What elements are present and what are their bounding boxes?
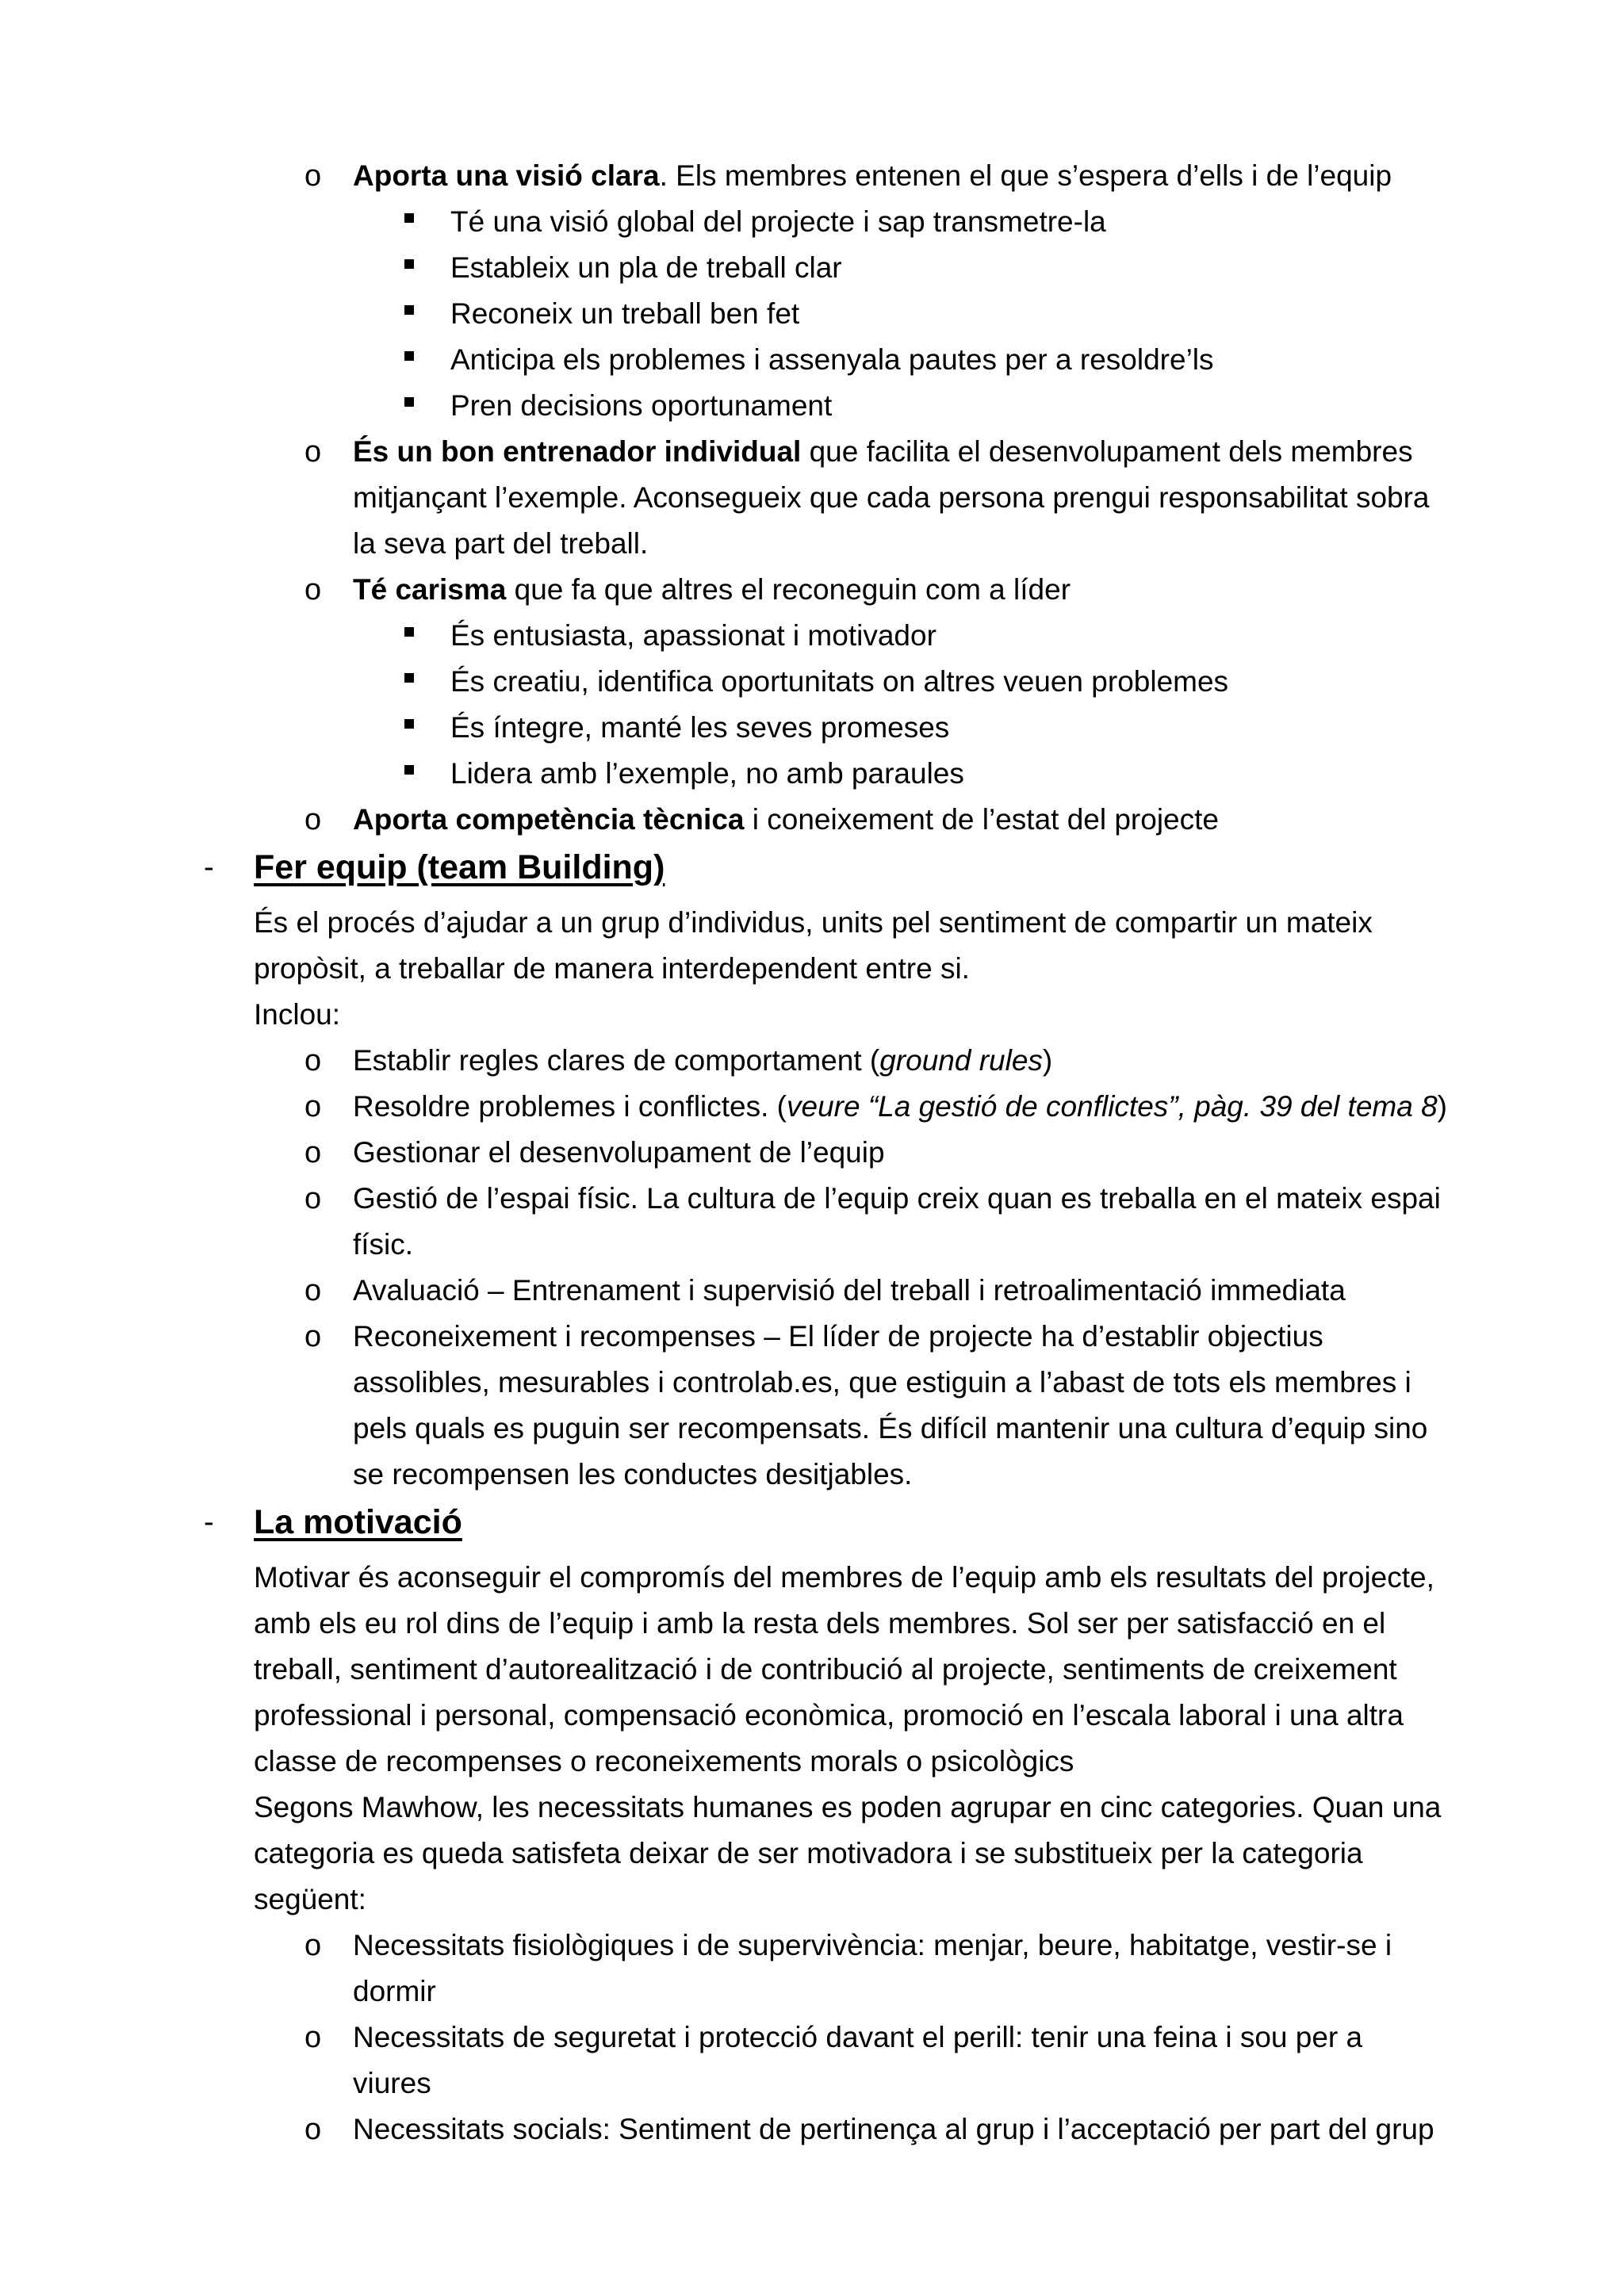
sub-list-item: Té una visió global del projecte i sap transmetre-la xyxy=(450,205,1106,238)
list-item-continuation: se recompensen les conductes desitjables. xyxy=(353,1458,913,1490)
paragraph-line: propòsit, a treballar de manera interdependent entre si. xyxy=(254,952,970,985)
sub-list-item: Reconeix un treball ben fet xyxy=(450,297,800,330)
circle-bullet-icon: o xyxy=(304,435,322,469)
dash-bullet-icon: - xyxy=(204,851,214,884)
sub-list-item: Pren decisions oportunament xyxy=(450,389,833,422)
list-item: Necessitats de seguretat i protecció davant el perill: tenir una feina i sou per a xyxy=(353,2021,1363,2053)
bold-lead: Aporta una visió clara xyxy=(353,159,660,192)
paragraph-line: Segons Mawhow, les necessitats humanes es poden agrupar en cinc categories. Quan una xyxy=(254,1791,1442,1823)
bold-lead: Té carisma xyxy=(353,573,507,606)
circle-bullet-icon: o xyxy=(304,2113,322,2146)
paragraph-line: professional i personal, compensació econòmica, promoció en l’escala laboral i una altra xyxy=(254,1699,1404,1732)
list-item: Gestionar el desenvolupament de l’equip xyxy=(353,1136,885,1169)
circle-bullet-icon: o xyxy=(304,2021,322,2054)
paragraph-line: amb els eu rol dins de l’equip i amb la resta dels membres. Sol ser per satisfacció en el xyxy=(254,1607,1386,1640)
sub-list-item: Lidera amb l’exemple, no amb paraules xyxy=(450,757,964,790)
circle-bullet-icon: o xyxy=(304,1136,322,1169)
sub-list-item: Estableix un pla de treball clar xyxy=(450,251,842,284)
paragraph-line: És el procés d’ajudar a un grup d’individus, units pel sentiment de compartir un mateix xyxy=(254,906,1373,939)
list-item: Aporta una visió clara. Els membres entenen el que s’espera d’ells i de l’equip xyxy=(353,159,1392,192)
sub-list-item: Anticipa els problemes i assenyala pautes per a resoldre’ls xyxy=(450,343,1214,376)
circle-bullet-icon: o xyxy=(304,1044,322,1077)
list-item-continuation: dormir xyxy=(353,1975,436,2007)
list-item: Establir regles clares de comportament (ground rules) xyxy=(353,1044,1053,1077)
list-item: Avaluació – Entrenament i supervisió del treball i retroalimentació immediata xyxy=(353,1274,1346,1307)
paragraph-line: Motivar és aconseguir el compromís del membres de l’equip amb els resultats del projecte, xyxy=(254,1561,1434,1594)
square-bullet-icon xyxy=(404,397,414,407)
square-bullet-icon xyxy=(404,719,414,729)
list-item-continuation: pels quals es puguin ser recompensats. És difícil mantenir una cultura d’equip sino xyxy=(353,1412,1428,1445)
square-bullet-icon xyxy=(404,213,414,223)
list-item: Aporta competència tècnica i coneixement de l’estat del projecte xyxy=(353,803,1219,836)
list-item: És un bon entrenador individual que facilita el desenvolupament dels membres xyxy=(353,435,1413,468)
list-item-continuation: viures xyxy=(353,2067,431,2099)
section-heading: Fer equip (team Building) xyxy=(254,848,665,886)
sub-list-item: És entusiasta, apassionat i motivador xyxy=(450,619,936,652)
circle-bullet-icon: o xyxy=(304,1929,322,1962)
paragraph-line: Inclou: xyxy=(254,998,341,1031)
paragraph-line: classe de recompenses o reconeixements morals o psicològics xyxy=(254,1745,1074,1777)
sub-list-item: És creatiu, identifica oportunitats on altres veuen problemes xyxy=(450,665,1229,698)
circle-bullet-icon: o xyxy=(304,1090,322,1123)
circle-bullet-icon: o xyxy=(304,1274,322,1307)
list-item-continuation: mitjançant l’exemple. Aconsegueix que cada persona prengui responsabilitat sobra xyxy=(353,481,1430,514)
square-bullet-icon xyxy=(404,765,414,775)
paragraph-line: categoria es queda satisfeta deixar de ser motivadora i se substitueix per la categoria xyxy=(254,1837,1363,1869)
square-bullet-icon xyxy=(404,305,414,315)
square-bullet-icon xyxy=(404,627,414,637)
square-bullet-icon xyxy=(404,351,414,361)
bold-lead: Aporta competència tècnica xyxy=(353,803,745,836)
paragraph-line: treball, sentiment d’autorealització i de contribució al projecte, sentiments de creixement xyxy=(254,1653,1397,1686)
bold-lead: És un bon entrenador individual xyxy=(353,435,802,468)
circle-bullet-icon: o xyxy=(304,803,322,836)
circle-bullet-icon: o xyxy=(304,159,322,193)
square-bullet-icon xyxy=(404,259,414,269)
list-item-continuation: assolibles, mesurables i controlab.es, que estiguin a l’abast de tots els membres i xyxy=(353,1366,1411,1399)
circle-bullet-icon: o xyxy=(304,1182,322,1215)
list-item: Necessitats socials: Sentiment de pertinença al grup i l’acceptació per part del grup xyxy=(353,2113,1434,2145)
circle-bullet-icon: o xyxy=(304,1320,322,1353)
square-bullet-icon xyxy=(404,673,414,683)
section-heading: La motivació xyxy=(254,1503,462,1541)
list-item-continuation: físic. xyxy=(353,1228,414,1261)
list-item: Necessitats fisiològiques i de supervivència: menjar, beure, habitatge, vestir-se i xyxy=(353,1929,1392,1961)
sub-list-item: És íntegre, manté les seves promeses xyxy=(450,711,950,744)
list-item: Gestió de l’espai físic. La cultura de l’equip creix quan es treballa en el mateix espai xyxy=(353,1182,1441,1215)
paragraph-line: següent: xyxy=(254,1883,366,1915)
list-item: Té carisma que fa que altres el reconeguin com a líder xyxy=(353,573,1071,606)
list-item: Resoldre problemes i conflictes. (veure “La gestió de conflictes”, pàg. 39 del tema 8) xyxy=(353,1090,1447,1123)
list-item: Reconeixement i recompenses – El líder de projecte ha d’establir objectius xyxy=(353,1320,1323,1353)
list-item-continuation: la seva part del treball. xyxy=(353,527,649,560)
dash-bullet-icon: - xyxy=(204,1506,214,1539)
circle-bullet-icon: o xyxy=(304,573,322,607)
